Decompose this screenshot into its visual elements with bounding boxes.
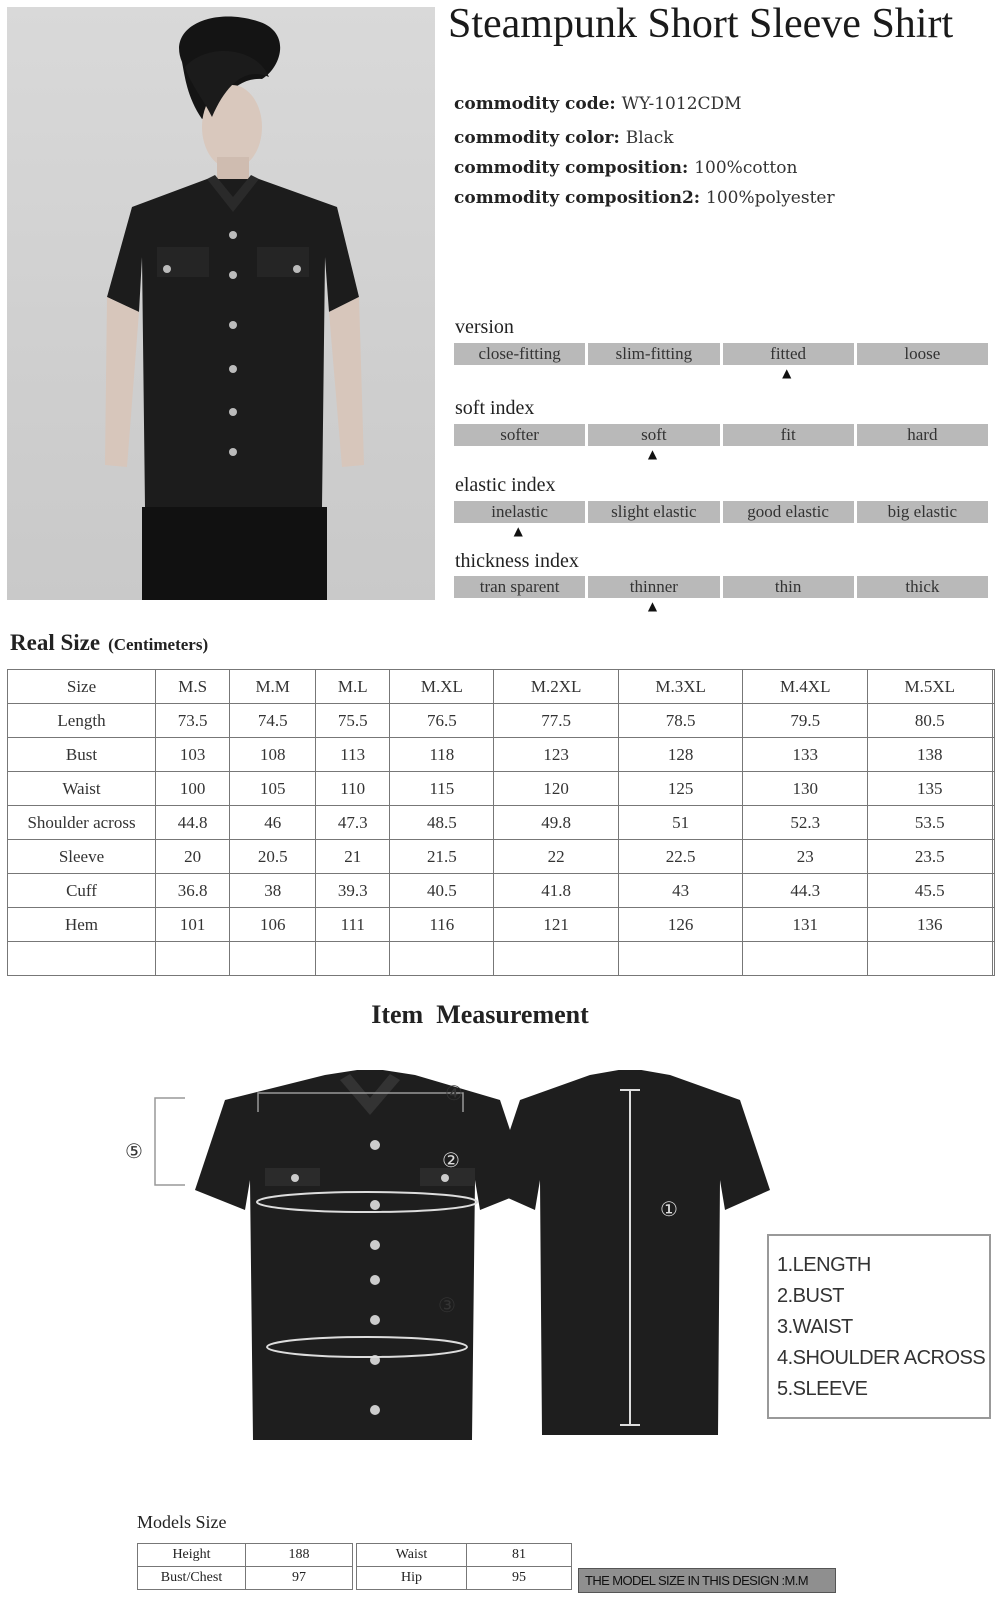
table-cell: 21: [316, 840, 390, 874]
table-row: [138, 1567, 353, 1590]
table-cell: 108: [230, 738, 316, 772]
spec-key: commodity color:: [454, 128, 620, 148]
empty-cell: [992, 738, 995, 772]
table-cell: 45.5: [867, 874, 992, 908]
table-cell: 21.5: [390, 840, 494, 874]
row-header: Waist: [8, 772, 156, 806]
index-selected-marker: ▲: [647, 599, 658, 613]
model-value: 188: [246, 1544, 353, 1567]
empty-cell: [743, 942, 868, 976]
size-column-header: M.5XL: [867, 670, 992, 704]
model-size-note: THE MODEL SIZE IN THIS DESIGN :M.M: [578, 1568, 836, 1593]
table-cell: 48.5: [390, 806, 494, 840]
real-size-unit: (Centimeters): [108, 635, 209, 654]
model-key: Height: [138, 1544, 246, 1567]
model-key: Bust/Chest: [138, 1567, 246, 1590]
size-column-header: M.3XL: [618, 670, 743, 704]
table-cell: 23: [743, 840, 868, 874]
index-option: soft: [588, 424, 719, 446]
table-cell: 53.5: [867, 806, 992, 840]
index-selected-marker: ▲: [513, 524, 523, 538]
table-row: [357, 1544, 572, 1567]
table-cell: 43: [618, 874, 743, 908]
empty-cell: [992, 874, 995, 908]
table-cell: 49.8: [494, 806, 619, 840]
spec-value: 100%polyester: [706, 188, 835, 208]
table-cell: 80.5: [867, 704, 992, 738]
empty-cell: [230, 942, 316, 976]
row-header: Bust: [8, 738, 156, 772]
index-option: thick: [857, 576, 988, 598]
spec-composition: [454, 158, 797, 178]
table-cell: 110: [316, 772, 390, 806]
size-column-header: M.L: [316, 670, 390, 704]
marker-1: ①: [660, 1197, 678, 1221]
empty-cell: [992, 806, 995, 840]
legend-item: 5.SLEEVE: [777, 1378, 868, 1400]
row-header: Shoulder across: [8, 806, 156, 840]
table-row: [8, 908, 995, 942]
empty-cell: [156, 942, 230, 976]
empty-cell: [867, 942, 992, 976]
real-size-heading: [10, 630, 208, 656]
table-cell: 79.5: [743, 704, 868, 738]
spec-key: commodity composition2:: [454, 188, 701, 208]
table-cell: 20: [156, 840, 230, 874]
size-table: [7, 669, 995, 976]
index-label: version: [455, 316, 514, 338]
table-cell: 138: [867, 738, 992, 772]
empty-cell: [992, 908, 995, 942]
table-cell: 116: [390, 908, 494, 942]
size-column-header: M.4XL: [743, 670, 868, 704]
table-cell: 44.8: [156, 806, 230, 840]
empty-cell: [992, 772, 995, 806]
index-scale: [454, 501, 988, 523]
table-cell: 78.5: [618, 704, 743, 738]
index-label: soft index: [455, 397, 535, 419]
model-photo: [7, 7, 435, 600]
table-cell: 128: [618, 738, 743, 772]
size-column-header: M.M: [230, 670, 316, 704]
table-cell: 75.5: [316, 704, 390, 738]
table-row: [8, 840, 995, 874]
table-cell: 125: [618, 772, 743, 806]
model-key: Hip: [357, 1567, 467, 1590]
index-scale: [454, 343, 988, 365]
model-value: 81: [467, 1544, 572, 1567]
model-value: 97: [246, 1567, 353, 1590]
table-cell: 20.5: [230, 840, 316, 874]
index-selected-marker: ▲: [782, 366, 792, 380]
table-cell: 131: [743, 908, 868, 942]
index-option: thinner: [588, 576, 719, 598]
index-option: big elastic: [857, 501, 988, 523]
row-header: Cuff: [8, 874, 156, 908]
marker-2: ②: [442, 1148, 460, 1172]
index-option: good elastic: [723, 501, 854, 523]
table-cell: 120: [494, 772, 619, 806]
spec-value: WY-1012CDM: [621, 94, 742, 114]
models-size-heading: Models Size: [137, 1512, 227, 1532]
table-cell: 74.5: [230, 704, 316, 738]
empty-cell: [992, 942, 995, 976]
table-cell: 44.3: [743, 874, 868, 908]
table-cell: 121: [494, 908, 619, 942]
table-cell: 133: [743, 738, 868, 772]
table-cell: 105: [230, 772, 316, 806]
table-row: [8, 942, 995, 976]
index-option: fitted: [723, 343, 854, 365]
item-measurement-heading: Item Measurement: [371, 1000, 589, 1029]
spec-value: Black: [625, 128, 674, 148]
index-option: tran sparent: [454, 576, 585, 598]
table-row: [138, 1544, 353, 1567]
index-scale: [454, 424, 988, 446]
legend-item: 4.SHOULDER ACROSS: [777, 1347, 986, 1369]
empty-cell: [316, 942, 390, 976]
index-option: softer: [454, 424, 585, 446]
table-row: [8, 704, 995, 738]
table-row: [8, 806, 995, 840]
row-header: Hem: [8, 908, 156, 942]
table-cell: 135: [867, 772, 992, 806]
models-table-left: [137, 1543, 353, 1590]
real-size-title: Real Size: [10, 630, 101, 655]
model-value: 95: [467, 1567, 572, 1590]
sleeve-line: [155, 1098, 185, 1185]
marker-4: ④: [445, 1081, 463, 1105]
table-cell: 22: [494, 840, 619, 874]
index-label: thickness index: [455, 550, 579, 572]
shirt-front-illustration: [195, 1070, 530, 1440]
table-cell: 77.5: [494, 704, 619, 738]
table-cell: 115: [390, 772, 494, 806]
spec-value: 100%cotton: [694, 158, 798, 178]
size-column-header: M.2XL: [494, 670, 619, 704]
row-header: Sleeve: [8, 840, 156, 874]
index-option: fit: [723, 424, 854, 446]
table-row: [8, 874, 995, 908]
table-cell: 100: [156, 772, 230, 806]
table-cell: 40.5: [390, 874, 494, 908]
table-cell: 36.8: [156, 874, 230, 908]
table-cell: 126: [618, 908, 743, 942]
spec-key: commodity code:: [454, 94, 616, 114]
table-cell: 123: [494, 738, 619, 772]
table-cell: 39.3: [316, 874, 390, 908]
table-cell: 118: [390, 738, 494, 772]
table-cell: 136: [867, 908, 992, 942]
index-option: close-fitting: [454, 343, 585, 365]
table-cell: 76.5: [390, 704, 494, 738]
table-cell: 103: [156, 738, 230, 772]
table-cell: 22.5: [618, 840, 743, 874]
empty-cell: [494, 942, 619, 976]
row-header: Size: [8, 670, 156, 704]
spec-code: [454, 94, 742, 114]
index-label: elastic index: [455, 474, 556, 496]
size-column-header: M.S: [156, 670, 230, 704]
size-column-header: M.XL: [390, 670, 494, 704]
index-option: hard: [857, 424, 988, 446]
table-cell: 111: [316, 908, 390, 942]
empty-cell: [390, 942, 494, 976]
table-cell: 101: [156, 908, 230, 942]
table-cell: 52.3: [743, 806, 868, 840]
spec-color: [454, 128, 674, 148]
empty-cell: [992, 670, 995, 704]
table-cell: 47.3: [316, 806, 390, 840]
table-cell: 73.5: [156, 704, 230, 738]
empty-cell: [992, 840, 995, 874]
legend-item: 3.WAIST: [777, 1316, 853, 1338]
table-cell: 51: [618, 806, 743, 840]
table-header-row: [8, 670, 995, 704]
marker-5: ⑤: [125, 1139, 143, 1163]
empty-cell: [8, 942, 156, 976]
product-title: Steampunk Short Sleeve Shirt: [448, 1, 954, 47]
index-option: slight elastic: [588, 501, 719, 523]
index-scale: [454, 576, 988, 598]
model-photo-illustration: [7, 7, 435, 600]
index-option: thin: [723, 576, 854, 598]
models-table-right: [356, 1543, 572, 1590]
spec-key: commodity composition:: [454, 158, 689, 178]
table-cell: 38: [230, 874, 316, 908]
table-cell: 23.5: [867, 840, 992, 874]
table-cell: 106: [230, 908, 316, 942]
index-option: inelastic: [454, 501, 585, 523]
marker-3: ③: [438, 1293, 456, 1317]
legend-item: 1.LENGTH: [777, 1254, 871, 1276]
model-key: Waist: [357, 1544, 467, 1567]
index-option: loose: [857, 343, 988, 365]
index-option: slim-fitting: [588, 343, 719, 365]
measurement-legend: [767, 1234, 991, 1419]
empty-cell: [992, 704, 995, 738]
legend-item: 2.BUST: [777, 1285, 845, 1307]
table-row: [8, 772, 995, 806]
row-header: Length: [8, 704, 156, 738]
table-cell: 113: [316, 738, 390, 772]
table-cell: 41.8: [494, 874, 619, 908]
empty-cell: [618, 942, 743, 976]
table-cell: 130: [743, 772, 868, 806]
table-row: [357, 1567, 572, 1590]
spec-composition2: [454, 188, 835, 208]
table-row: [8, 738, 995, 772]
index-selected-marker: ▲: [647, 447, 658, 461]
table-cell: 46: [230, 806, 316, 840]
